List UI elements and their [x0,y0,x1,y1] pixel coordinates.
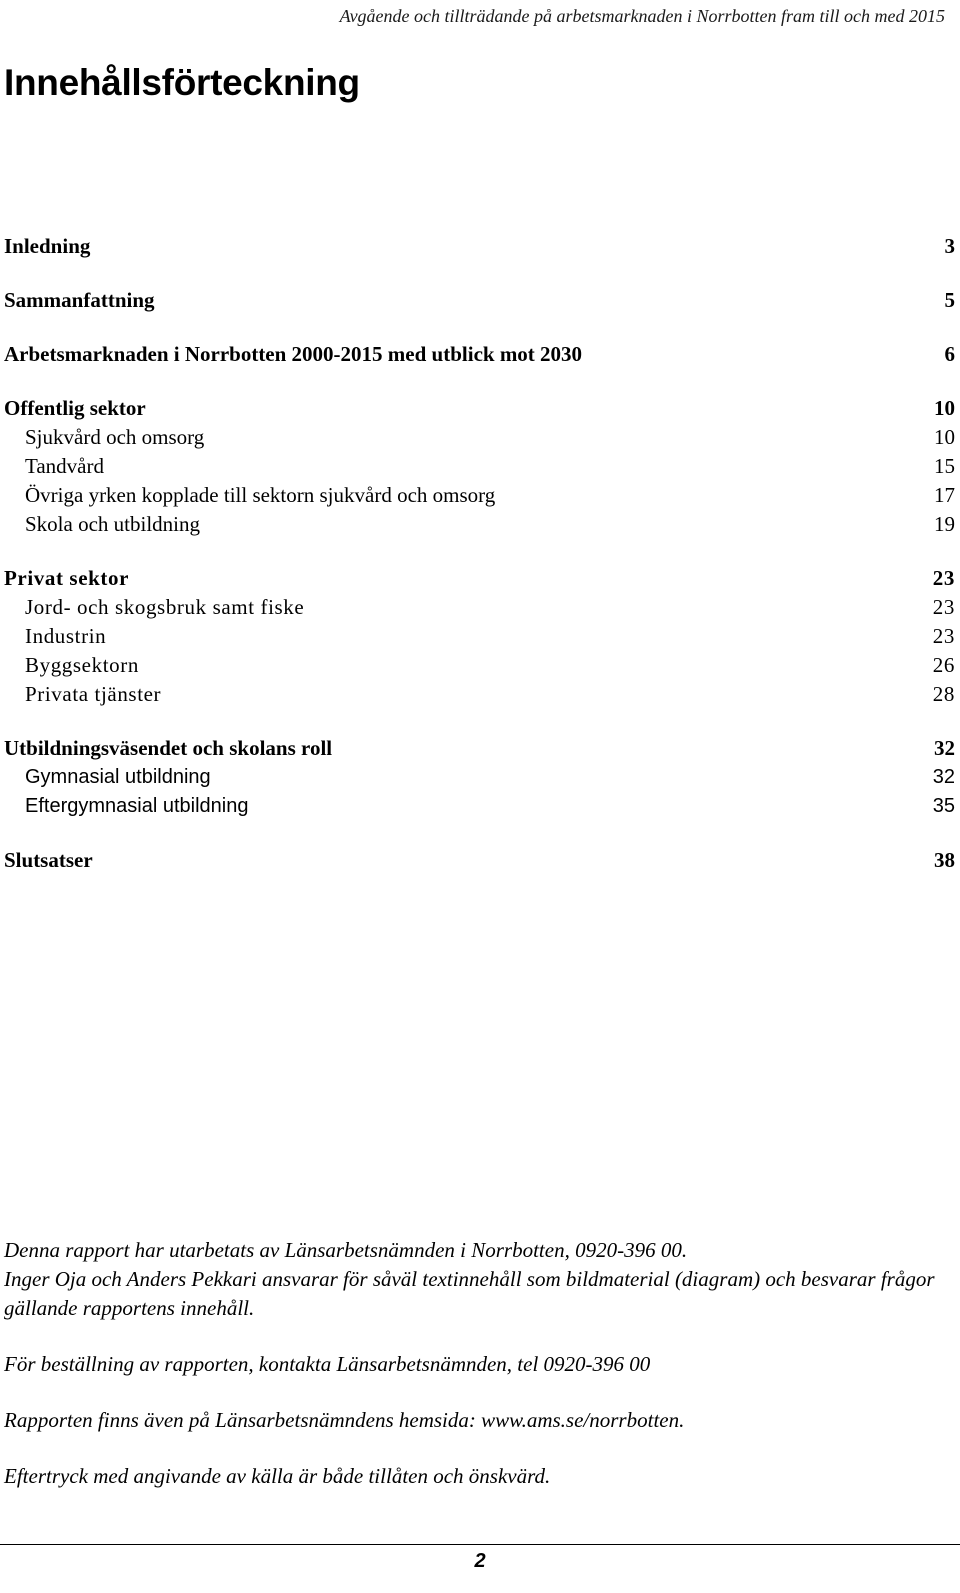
toc-entry-label: Arbetsmarknaden i Norrbotten 2000-2015 med utblick mot 2030 [4,342,583,366]
ordering-note: För beställning av rapporten, kontakta Länsarbetsnämnden, tel 0920-396 00 [4,1352,651,1376]
toc-entry-byggsektorn[interactable] [4,651,955,680]
toc-group-utbildningsvasendet [4,734,955,821]
toc-entry-offentlig-sektor[interactable] [4,394,955,423]
toc-entry-label: Sjukvård och omsorg [25,425,205,449]
responsible-note: Inger Oja och Anders Pekkari ansvarar för såväl textinnehåll som bildmaterial (diagram) och besvarar frågor gällande rapportens innehåll. [4,1267,935,1320]
toc-entry-label: Tandvård [25,454,104,478]
toc-entry-page: 38 [934,848,955,872]
toc-entry-page: 17 [934,483,955,507]
toc-entry-page: 19 [934,512,955,536]
toc-entry-label: Utbildningsväsendet och skolans roll [4,736,333,760]
toc-entry-inledning[interactable] [4,232,955,261]
toc-entry-ovriga-yrken[interactable] [4,481,955,510]
toc-entry-page: 10 [934,396,955,420]
website-note: Rapporten finns även på Länsarbetsnämndens hemsida: www.ams.se/norrbotten. [4,1408,685,1432]
toc-entry-page: 32 [932,766,955,788]
toc-entry-page: 23 [932,595,955,619]
toc-entry-page: 23 [932,566,955,590]
toc-entry-label: Gymnasial utbildning [25,766,211,788]
prepared-by-note: Denna rapport har utarbetats av Länsarbetsnämnden i Norrbotten, 0920-396 00. [4,1238,688,1262]
footer-divider [0,1544,960,1545]
toc-entry-privata-tjanster[interactable] [4,680,955,709]
page-number: 2 [474,1550,486,1572]
toc-entry-page: 23 [932,624,955,648]
reprint-note: Eftertryck med angivande av källa är både tillåten och önskvärd. [4,1464,551,1488]
toc-entry-label: Slutsatser [4,848,93,872]
toc-entry-label: Eftergymnasial utbildning [25,795,249,817]
toc-entry-gymnasial-utbildning[interactable] [4,763,955,792]
toc-entry-page: 3 [944,234,955,258]
toc-entry-industrin[interactable] [4,622,955,651]
toc-entry-page: 10 [934,425,955,449]
toc-entry-label: Skola och utbildning [25,512,200,536]
toc-entry-label: Sammanfattning [4,288,155,312]
toc-entry-label: Jord- och skogsbruk samt fiske [25,595,305,619]
toc-entry-skola-och-utbildning[interactable] [4,510,955,539]
table-of-contents [4,232,955,900]
toc-entry-label: Inledning [4,234,91,258]
report-notes [4,1236,954,1491]
toc-entry-page: 6 [944,342,955,366]
toc-entry-label: Byggsektorn [25,653,139,677]
toc-entry-eftergymnasial-utbildning[interactable] [4,792,955,821]
toc-entry-jord-och-skogsbruk[interactable] [4,593,955,622]
toc-entry-arbetsmarknaden[interactable] [4,340,955,369]
toc-entry-sammanfattning[interactable] [4,286,955,315]
toc-entry-page: 26 [932,653,955,677]
toc-entry-slutsatser[interactable] [4,846,955,875]
page-title: Innehållsförteckning [4,62,360,103]
toc-group-privat-sektor [4,564,955,709]
toc-group-sammanfattning [4,286,955,315]
toc-entry-page: 5 [944,288,955,312]
toc-entry-label: Privat sektor [4,566,130,590]
toc-group-slutsatser [4,846,955,875]
toc-entry-label: Privata tjänster [25,682,162,706]
toc-entry-label: Industrin [25,624,107,648]
toc-entry-page: 15 [934,454,955,478]
toc-group-arbetsmarknaden [4,340,955,369]
toc-entry-sjukvard-och-omsorg[interactable] [4,423,955,452]
toc-entry-label: Övriga yrken kopplade till sektorn sjukvård och omsorg [25,483,496,507]
toc-entry-privat-sektor[interactable] [4,564,955,593]
toc-entry-page: 32 [934,736,955,760]
toc-entry-label: Offentlig sektor [4,396,146,420]
toc-entry-page: 35 [932,795,955,817]
running-head: Avgående och tillträdande på arbetsmarknaden i Norrbotten fram till och med 2015 [339,6,945,26]
toc-entry-page: 28 [932,682,955,706]
toc-group-inledning [4,232,955,261]
toc-entry-tandvard[interactable] [4,452,955,481]
toc-group-offentlig-sektor [4,394,955,539]
toc-entry-utbildningsvasendet[interactable] [4,734,955,763]
